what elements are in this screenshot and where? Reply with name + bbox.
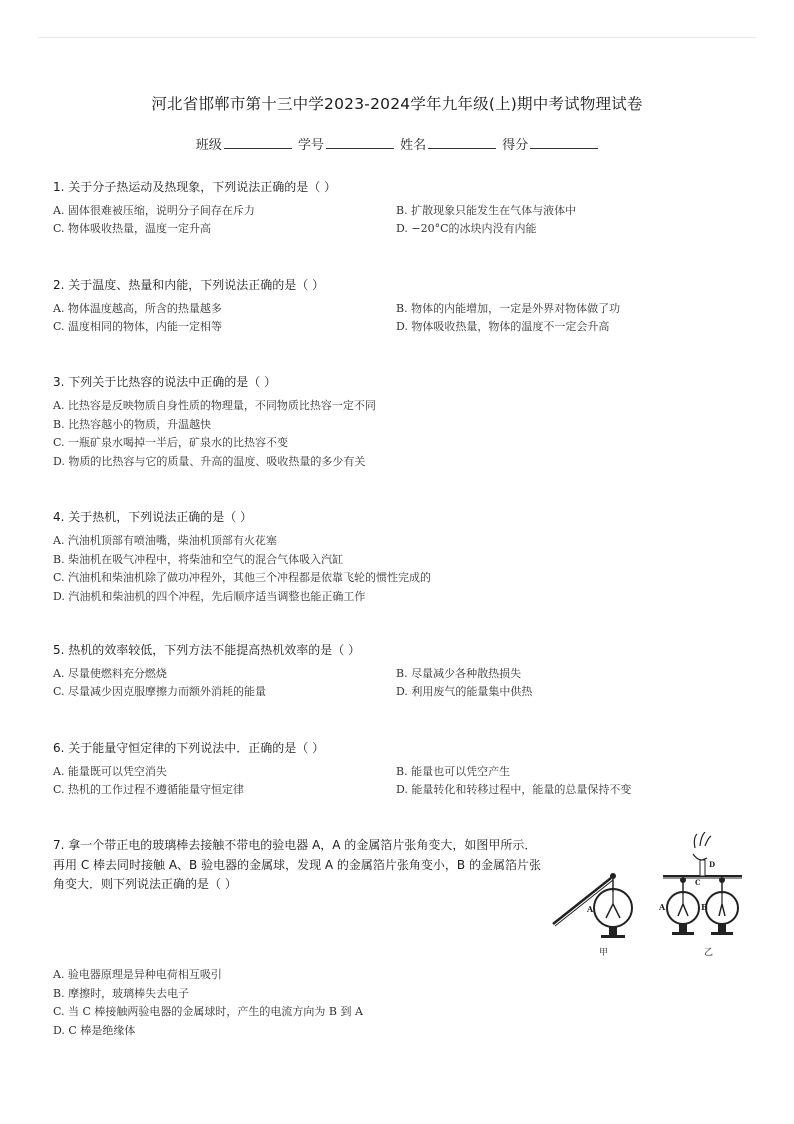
glass-rod	[553, 878, 611, 924]
option-d: D. 能量转化和转移过程中，能量的总量保持不变	[396, 783, 632, 796]
options	[53, 763, 753, 799]
question-stem: 5. 热机的效率较低，下列方法不能提高热机效率的是（ ）	[53, 643, 361, 657]
option-a: A. 尽量使燃料充分燃烧	[53, 667, 167, 680]
label-b: B	[701, 902, 708, 912]
option-d: D. 汽油机和柴油机的四个冲程，先后顺序适当调整也能正确工作	[53, 589, 366, 603]
option-b: B. 摩擦时，玻璃棒失去电子	[53, 986, 190, 1000]
question-stem: 4. 关于热机，下列说法正确的是（ ）	[53, 510, 253, 524]
name-field: 姓名	[400, 134, 496, 153]
foil-right	[613, 904, 620, 918]
option-b: B. 尽量减少各种散热损失	[396, 667, 522, 680]
question-7-options	[53, 966, 753, 1040]
option-a: A. 汽油机顶部有喷油嘴，柴油机顶部有火花塞	[53, 534, 277, 547]
glass-rod-edge	[555, 880, 613, 926]
option-b: B. 能量也可以凭空产生	[396, 765, 511, 778]
question-stem: 7. 拿一个带正电的玻璃棒去接触不带电的验电器 A，A 的金属箔片张角变大，如图甲所示．再用 C 棒去同时接触 A、B 验电器的金属球，发现 A 的金属箔片张角变小，B 的金属箔片张角变大．则下列说法正确的是（ ）	[53, 838, 541, 891]
number-field: 学号	[298, 134, 394, 153]
caption-yi: 乙	[704, 948, 714, 958]
option-d: D. 物体吸收热量，物体的温度不一定会升高	[396, 320, 610, 333]
options	[53, 397, 753, 471]
option-d: D. −20°C的冰块内没有内能	[396, 222, 537, 235]
question-stem: 6. 关于能量守恒定律的下列说法中．正确的是（ ）	[53, 741, 325, 755]
option-a: A. 能量既可以凭空消失	[53, 765, 167, 778]
score-field: 得分	[502, 134, 598, 153]
question-4	[53, 508, 753, 606]
options	[53, 532, 753, 606]
option-d: D. C 棒是绝缘体	[53, 1023, 136, 1037]
question-1	[53, 178, 753, 238]
option-d: D. 物质的比热容与它的质量、升高的温度、吸收热量的多少有关	[53, 454, 366, 468]
option-c: C. 当 C 棒接触两验电器的金属球时，产生的电流方向为 B 到 A	[53, 1005, 363, 1018]
d-handle	[700, 860, 705, 876]
options	[53, 300, 753, 336]
metal-ball	[610, 873, 616, 879]
student-info-line	[0, 134, 794, 153]
label-a-yi: A	[659, 902, 666, 912]
header-rule	[38, 37, 756, 38]
option-c: C. 物体吸收热量，温度一定升高	[53, 222, 212, 235]
name-blank[interactable]	[428, 136, 496, 149]
stand	[609, 927, 617, 935]
electroscope-diagram	[545, 832, 755, 962]
class-field: 班级	[196, 134, 292, 153]
electroscope-jia	[553, 873, 632, 958]
score-blank[interactable]	[530, 136, 598, 149]
question-5	[53, 641, 753, 701]
base	[601, 935, 625, 938]
question-stem: 1. 关于分子热运动及热现象，下列说法正确的是（ ）	[53, 180, 337, 194]
options	[53, 202, 753, 238]
electroscope-yi	[658, 832, 742, 958]
option-c: C. 尽量减少因克服摩擦力而额外消耗的能量	[53, 685, 267, 698]
option-c: C. 汽油机和柴油机除了做功冲程外，其他三个冲程都是依靠飞轮的惯性完成的	[53, 571, 432, 584]
option-a: A. 物体温度越高，所含的热量越多	[53, 302, 222, 315]
question-2	[53, 276, 753, 336]
caption-jia: 甲	[599, 948, 609, 958]
label-c: C	[695, 878, 701, 887]
hand-icon	[693, 832, 711, 860]
option-d: D. 利用废气的能量集中供热	[396, 685, 533, 698]
number-blank[interactable]	[326, 136, 394, 149]
question-6	[53, 739, 753, 799]
question-3	[53, 373, 753, 471]
electroscope-figure	[545, 832, 755, 962]
option-c: C. 热机的工作过程不遵循能量守恒定律	[53, 783, 245, 796]
option-b: B. 扩散现象只能发生在气体与液体中	[396, 204, 577, 217]
label-a-jia: A	[587, 904, 594, 914]
option-c: C. 一瓶矿泉水喝掉一半后，矿泉水的比热容不变	[53, 436, 289, 449]
page-title: 河北省邯郸市第十三中学2023-2024学年九年级(上)期中考试物理试卷	[151, 95, 643, 113]
option-b: B. 柴油机在吸气冲程中，将柴油和空气的混合气体吸入汽缸	[53, 552, 344, 566]
option-a: A. 固体很难被压缩，说明分子间存在斥力	[53, 204, 255, 217]
question-stem: 2. 关于温度、热量和内能，下列说法正确的是（ ）	[53, 278, 325, 292]
label-d: D	[709, 860, 716, 869]
class-blank[interactable]	[224, 136, 292, 149]
option-b: B. 物体的内能增加，一定是外界对物体做了功	[396, 302, 621, 315]
options	[53, 966, 753, 1040]
option-a: A. 验电器原理是异种电荷相互吸引	[53, 968, 222, 981]
question-stem: 3. 下列关于比热容的说法中正确的是（ ）	[53, 375, 277, 389]
option-b: B. 比热容越小的物质，升温越快	[53, 417, 212, 431]
options	[53, 665, 753, 701]
option-a: A. 比热容是反映物质自身性质的物理量，不同物质比热容一定不同	[53, 399, 376, 412]
option-c: C. 温度相同的物体，内能一定相等	[53, 320, 223, 333]
foil-left	[606, 904, 613, 918]
